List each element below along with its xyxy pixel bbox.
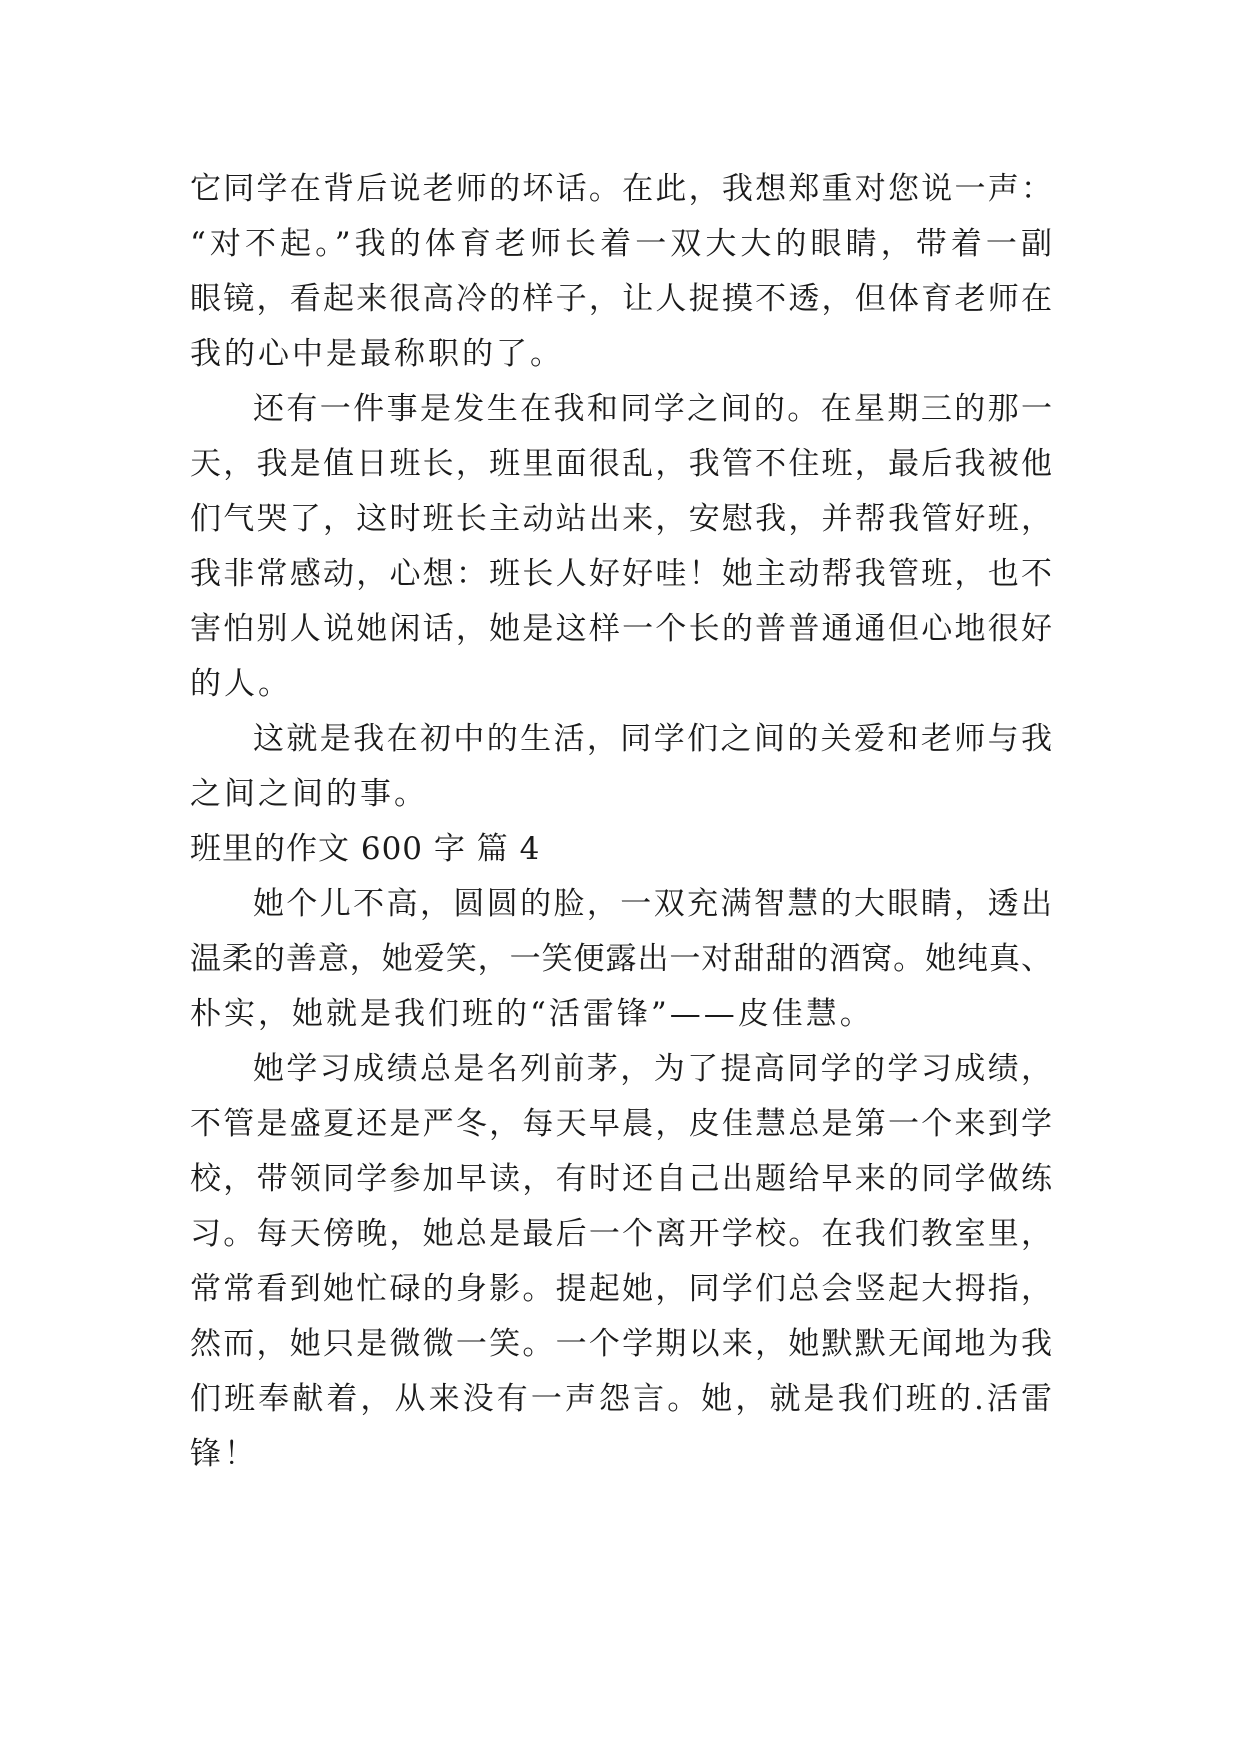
text-line: 们气哭了，这时班长主动站出来，安慰我，并帮我管好班， [190, 501, 1052, 537]
text-line: 温柔的善意，她爱笑，一笑便露出一对甜甜的酒窝。她纯真、 [190, 941, 1052, 977]
paragraph-first-line: 还有一件事是发生在我和同学之间的。在星期三的那一 [253, 391, 1052, 427]
text-line: 害怕别人说她闲话，她是这样一个长的普普通通但心地很好 [190, 611, 1052, 647]
text-line: 我非常感动，心想：班长人好好哇！她主动帮我管班，也不 [190, 556, 1052, 592]
text-line: 眼镜，看起来很高冷的样子，让人捉摸不透，但体育老师在 [190, 281, 1052, 317]
text-line: 它同学在背后说老师的坏话。在此，我想郑重对您说一声： [190, 171, 1052, 207]
text-line: 然而，她只是微微一笑。一个学期以来，她默默无闻地为我 [190, 1326, 1052, 1362]
text-line: 锋！ [190, 1436, 258, 1472]
paragraph-first-line: 她个儿不高，圆圆的脸，一双充满智慧的大眼睛，透出 [253, 886, 1052, 922]
text-line: 的人。 [190, 666, 292, 702]
paragraph-first-line: 这就是我在初中的生活，同学们之间的关爱和老师与我 [253, 721, 1052, 757]
text-line: 之间之间的事。 [190, 776, 428, 812]
text-line: “对不起。”我的体育老师长着一双大大的眼睛，带着一副 [190, 226, 1052, 262]
text-line: 天，我是值日班长，班里面很乱，我管不住班，最后我被他 [190, 446, 1052, 482]
text-line: 朴实，她就是我们班的“活雷锋”——皮佳慧。 [190, 996, 874, 1032]
text-line: 我的心中是最称职的了。 [190, 336, 564, 372]
text-line: 常常看到她忙碌的身影。提起她，同学们总会竖起大拇指， [190, 1271, 1052, 1307]
section-heading: 班里的作文 600 字 篇 4 [190, 831, 541, 867]
paragraph-first-line: 她学习成绩总是名列前茅，为了提高同学的学习成绩， [253, 1051, 1052, 1087]
text-line: 习。每天傍晚，她总是最后一个离开学校。在我们教室里， [190, 1216, 1052, 1252]
text-line: 不管是盛夏还是严冬，每天早晨，皮佳慧总是第一个来到学 [190, 1106, 1052, 1142]
text-line: 校，带领同学参加早读，有时还自己出题给早来的同学做练 [190, 1161, 1052, 1197]
text-line: 们班奉献着，从来没有一声怨言。她，就是我们班的.活雷 [190, 1381, 1052, 1417]
